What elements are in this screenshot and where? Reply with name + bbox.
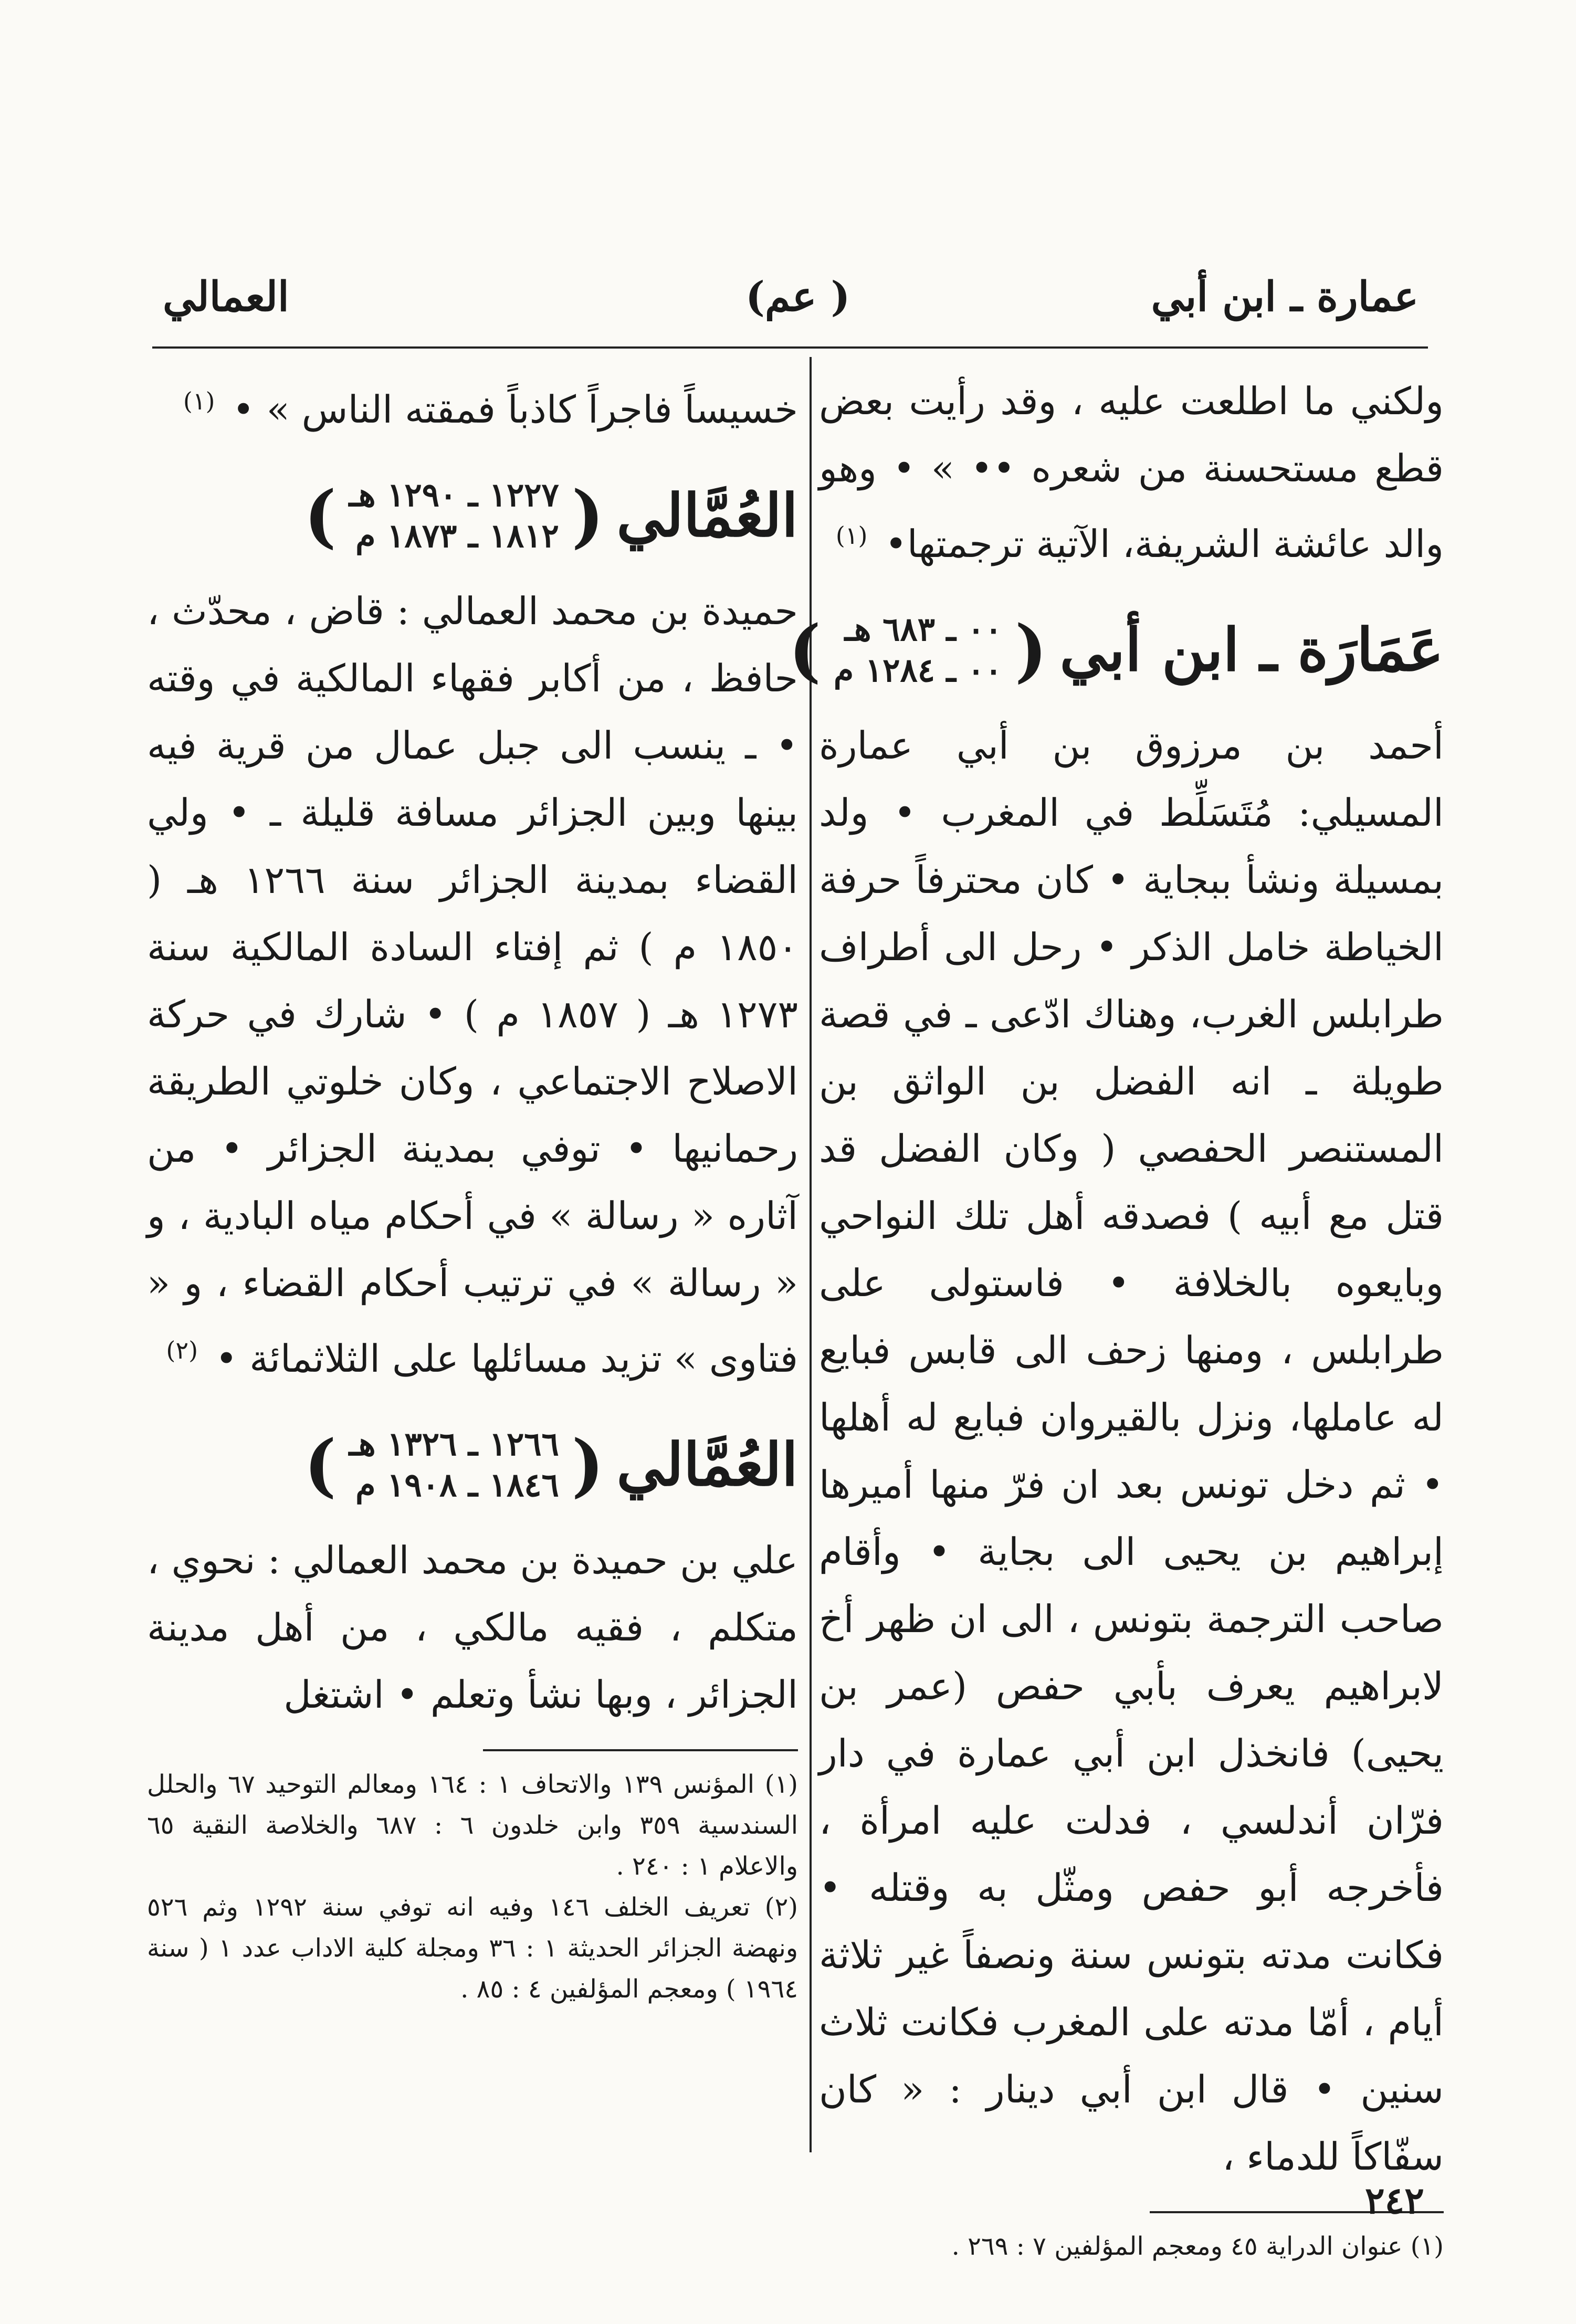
continued-paragraph xyxy=(147,367,798,443)
dates-gregorian: ١٨١٢ ـ ١٨٧٣ م xyxy=(355,517,559,555)
running-header-left: العمالي xyxy=(163,273,289,321)
running-header-section: (عم ) xyxy=(745,273,850,321)
footnote-rule xyxy=(483,1749,798,1751)
close-paren: ) xyxy=(304,1424,337,1505)
entry-heading xyxy=(789,609,1444,691)
footnote-ref: (٢) xyxy=(166,1336,198,1364)
footnote: (١) المؤنس ١٣٩ والاتحاف ١ : ١٦٤ ومعالم التوحيد ٦٧ والحلل السندسية ٣٥٩ وابن خلدون ٦ : ٦٨٧ والخلاصة النقية ٦٥ والاعلام ١ : ٢٤٠ . xyxy=(147,1770,798,1881)
dates-hijri: ٠٠ ـ ٦٨٣ هـ xyxy=(844,610,1003,648)
entry-dates xyxy=(834,609,1002,691)
entry-heading xyxy=(147,475,798,556)
entry-body-text: حميدة بن محمد العمالي : قاض ، محدّث ، حافظ ، من أكابر فقهاء المالكية في وقته • ـ ينسب الى جبل عمال من قرية فيه بينها وبين الجزائر مسافة قليلة ـ • ولي القضاء بمدينة الجزائر سنة ١٢٦٦ هـ ( ١٨٥٠ م ) ثم إفتاء السادة المالكية سنة ١٢٧٣ هـ ( ١٨٥٧ م ) • شارك في حركة الاصلاح الاجتماعي ، وكان خلوتي الطريقة رحمانيها • توفي بمدينة الجزائر • من آثاره « رسالة » في أحكام مياه البادية ، و « رسالة » في ترتيب أحكام القضاء ، و « فتاوى » تزيد مسائلها على الثلاثمائة • xyxy=(147,589,798,1381)
entry-name: العُمَّالي xyxy=(616,481,798,550)
header-rule xyxy=(152,346,1428,349)
entry-dates xyxy=(349,475,559,556)
continued-paragraph xyxy=(819,367,1444,577)
entry-body: أحمد بن مرزوق بن أبي عمارة المسيلي: مُتَسَلِّط في المغرب • ولد بمسيلة ونشأ ببجاية • كان محترفاً حرفة الخياطة خامل الذكر • رحل الى أطراف طرابلس الغرب، وهناك ادّعى ـ في قصة طويلة ـ انه الفضل بن الواثق بن المستنصر الحفصي ( وكان الفضل قد قتل مع أبيه ) فصدقه أهل تلك النواحي وبايعوه بالخلافة • فاستولى على طرابلس ، ومنها زحف الى قابس فبايع له عاملها، ونزل بالقيروان فبايع له أهلها • ثم دخل تونس بعد ان فرّ منها أميرها إبراهيم بن يحيى الى بجاية • وأقام صاحب الترجمة بتونس ، الى ان ظهر أخ لابراهيم يعرف بأبي حفص (عمر بن يحيى) فانخذل ابن أبي عمارة في دار فرّان أندلسي ، فدلت عليه امرأة ، فأخرجه أبو حفص ومثّل به وقتله • فكانت مدته بتونس سنة ونصفاً غير ثلاثة أيام ، أمّا مدته على المغرب فكانت ثلاث سنين • قال ابن أبي دينار : « كان سفّاكاً للدماء ، xyxy=(819,723,1444,2179)
left-column xyxy=(147,367,798,2010)
dates-hijri: ١٢٦٦ ـ ١٣٢٦ هـ xyxy=(349,1425,559,1463)
close-paren: ) xyxy=(304,475,337,556)
dates-hijri: ١٢٢٧ ـ ١٢٩٠ هـ xyxy=(349,476,559,514)
footnote: (٢) تعريف الخلف ١٤٦ وفيه انه توفي سنة ١٢٩٢ وثم ٥٢٦ ونهضة الجزائر الحديثة ١ : ٣٦ ومجلة كلية الاداب عدد ١ ( سنة ١٩٦٤ ) ومعجم المؤلفين ٤ : ٨٥ . xyxy=(147,1892,798,2004)
footnote-ref: (١) xyxy=(835,521,868,550)
running-header-right: عمارة ـ ابن أبي xyxy=(1151,273,1419,321)
entry-heading xyxy=(147,1424,798,1506)
entry-name: عَمَارَة ـ ابن أبي xyxy=(1059,615,1444,685)
dates-gregorian: ١٨٤٦ ـ ١٩٠٨ م xyxy=(355,1466,559,1504)
paragraph-text: ولكني ما اطلعت عليه ، وقد رأيت بعض قطع مستحسنة من شعره •• » • وهو والد عائشة الشريفة، الآتية ترجمتها• xyxy=(819,379,1444,566)
page-number: ٢٤٢ xyxy=(1365,2179,1424,2222)
close-paren: ) xyxy=(789,609,821,690)
entry-body xyxy=(147,577,798,1392)
paragraph-text: خسيساً فاجراً كاذباً فمقته الناس » • xyxy=(232,387,798,432)
right-column xyxy=(789,367,1444,2267)
open-paren: ( xyxy=(1015,609,1047,690)
dates-gregorian: ٠٠ ـ ١٢٨٤ م xyxy=(833,651,1003,689)
footnote-ref: (١) xyxy=(183,387,215,415)
open-paren: ( xyxy=(571,1424,604,1505)
entry-name: العُمَّالي xyxy=(616,1430,798,1499)
entry-body: علي بن حميدة بن محمد العمالي : نحوي ، متكلم ، فقيه مالكي ، من أهل مدينة الجزائر ، وبها نشأ وتعلم • اشتغل xyxy=(147,1538,798,1717)
open-paren: ( xyxy=(571,475,604,556)
entry-dates xyxy=(349,1424,559,1506)
footnote: (١) عنوان الدراية ٤٥ ومعجم المؤلفين ٧ : ٢٦٩ . xyxy=(951,2232,1444,2261)
